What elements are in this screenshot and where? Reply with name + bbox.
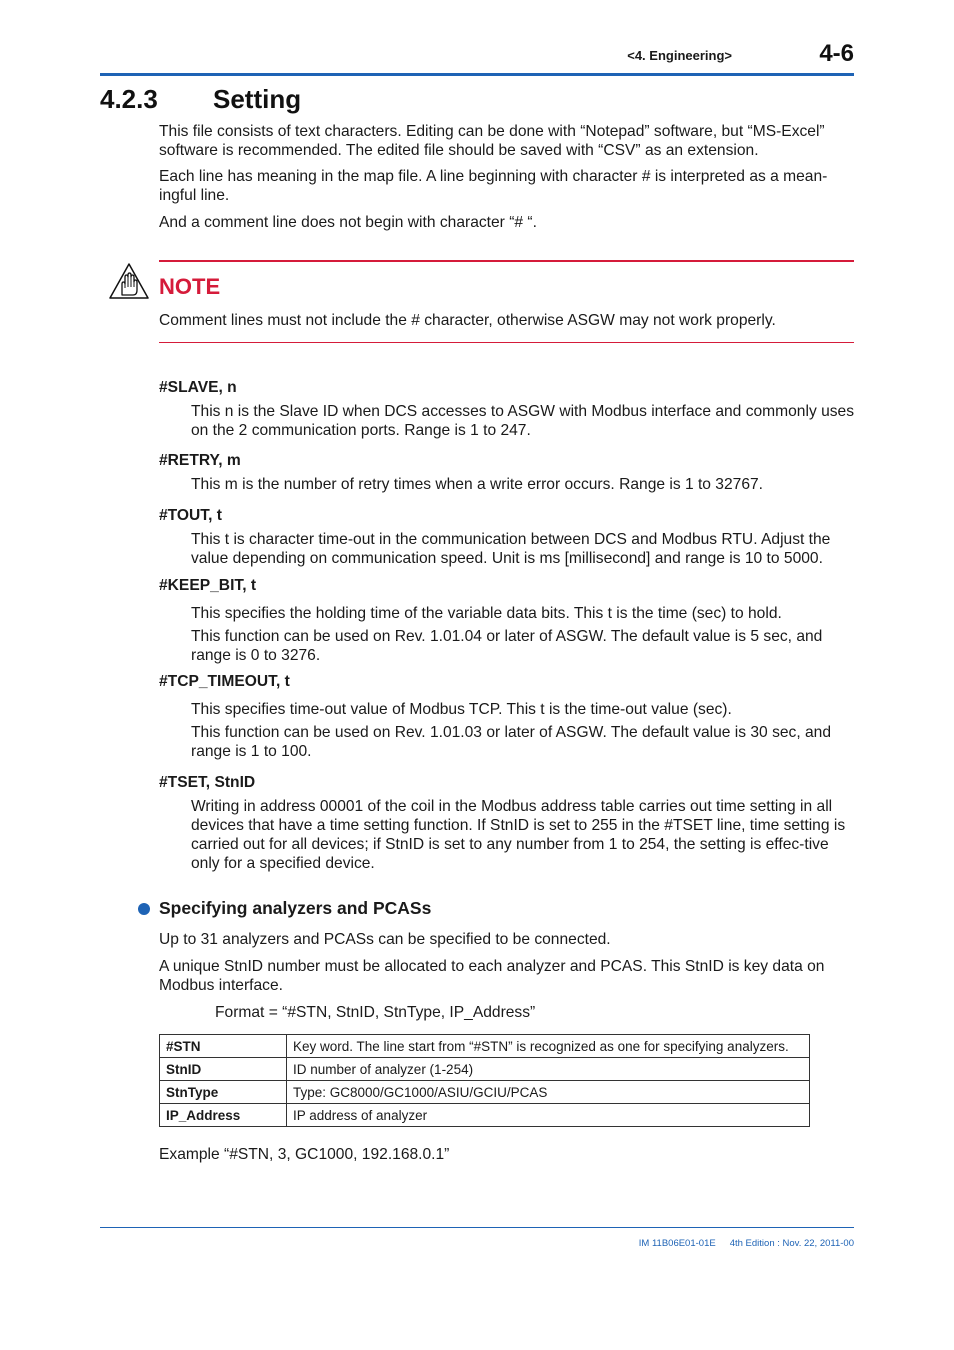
- header-rule: [100, 73, 854, 76]
- header-chapter: <4. Engineering>: [627, 48, 732, 63]
- table-key: #STN: [160, 1035, 287, 1058]
- definition-desc: This function can be used on Rev. 1.01.03 or later of ASGW. The default value is 30 sec, and range is 1 to 100.: [191, 724, 832, 760]
- table-value: Type: GC8000/GC1000/ASIU/GCIU/PCAS: [287, 1081, 810, 1104]
- definition-term: #SLAVE, n: [159, 379, 237, 396]
- definition-term: #KEEP_BIT, t: [159, 577, 257, 594]
- section-title-text: Setting: [213, 84, 302, 114]
- definition-desc: This function can be used on Rev. 1.01.04 or later of ASGW. The default value is 5 sec, and range is 0 to 3276.: [191, 628, 823, 664]
- warning-hand-icon: [108, 262, 150, 300]
- definition-term: #TSET, StnID: [159, 774, 256, 791]
- definition-term: #TCP_TIMEOUT, t: [159, 673, 290, 690]
- table-row: [160, 1058, 810, 1081]
- section-number: 4.2.3: [100, 84, 158, 114]
- table-key: StnID: [160, 1058, 287, 1081]
- intro-paragraph: Each line has meaning in the map file. A line beginning with character # is interpreted as a mean-ingful line.: [159, 168, 828, 204]
- table-row: [160, 1104, 810, 1127]
- table-key: StnType: [160, 1081, 287, 1104]
- intro-paragraph: This file consists of text characters. Editing can be done with “Notepad” software, but “MS-Excel” software is recommended. The edited file should be saved with “CSV” as an extension.: [159, 123, 825, 159]
- format-line: Format = “#STN, StnID, StnType, IP_Address”: [215, 1004, 536, 1021]
- note-text: Comment lines must not include the # character, otherwise ASGW may not work properly.: [159, 312, 776, 329]
- note-rule-bottom: [159, 342, 854, 343]
- table-value: IP address of analyzer: [287, 1104, 810, 1127]
- definition-desc: This n is the Slave ID when DCS accesses to ASGW with Modbus interface and commonly uses on the 2 communication ports. Range is 1 to 247.: [191, 403, 855, 439]
- definition-term: #RETRY, m: [159, 452, 241, 469]
- table-row: [160, 1081, 810, 1104]
- stn-table: [159, 1034, 810, 1127]
- footer-doc-id: IM 11B06E01-01E: [638, 1238, 716, 1249]
- sub-heading: Specifying analyzers and PCASs: [159, 898, 432, 918]
- analyzers-paragraph: Up to 31 analyzers and PCASs can be specified to be connected.: [159, 931, 611, 948]
- table-key: IP_Address: [160, 1104, 287, 1127]
- definition-desc: Writing in address 00001 of the coil in the Modbus address table carries out time setting in all devices that have a time setting function. If StnID is set to 255 in the #TSET line, time setting is carried out for all devices; if StnID is set to any number from 1 to 254, the setting is effec-tive only for a specified device.: [191, 798, 846, 872]
- table-row: [160, 1035, 810, 1058]
- analyzers-paragraph: A unique StnID number must be allocated to each analyzer and PCAS. This StnID is key data on Modbus interface.: [159, 958, 825, 994]
- example-line: Example “#STN, 3, GC1000, 192.168.0.1”: [159, 1146, 450, 1163]
- bullet-icon: [138, 903, 150, 915]
- footer: [560, 1238, 854, 1249]
- definition-desc: This specifies time-out value of Modbus TCP. This t is the time-out value (sec).: [191, 701, 732, 718]
- footer-edition: 4th Edition : Nov. 22, 2011-00: [729, 1238, 854, 1249]
- footer-rule: [100, 1227, 854, 1228]
- intro-paragraph: And a comment line does not begin with character “# “.: [159, 214, 537, 231]
- definition-desc: This specifies the holding time of the variable data bits. This t is the time (sec) to hold.: [191, 605, 782, 622]
- note-title: NOTE: [159, 274, 221, 299]
- definition-desc: This t is character time-out in the communication between DCS and Modbus RTU. Adjust the value depending on communication speed. Unit is ms [millisecond] and range is 10 to 5000.: [191, 531, 831, 567]
- note-rule-top: [159, 260, 854, 262]
- table-value: ID number of analyzer (1-254): [287, 1058, 810, 1081]
- section-title: [100, 84, 301, 115]
- page-number: 4-6: [819, 40, 854, 67]
- table-value: Key word. The line start from “#STN” is recognized as one for specifying analyzers.: [287, 1035, 810, 1058]
- definition-term: #TOUT, t: [159, 507, 222, 524]
- definition-desc: This m is the number of retry times when a write error occurs. Range is 1 to 32767.: [191, 476, 764, 493]
